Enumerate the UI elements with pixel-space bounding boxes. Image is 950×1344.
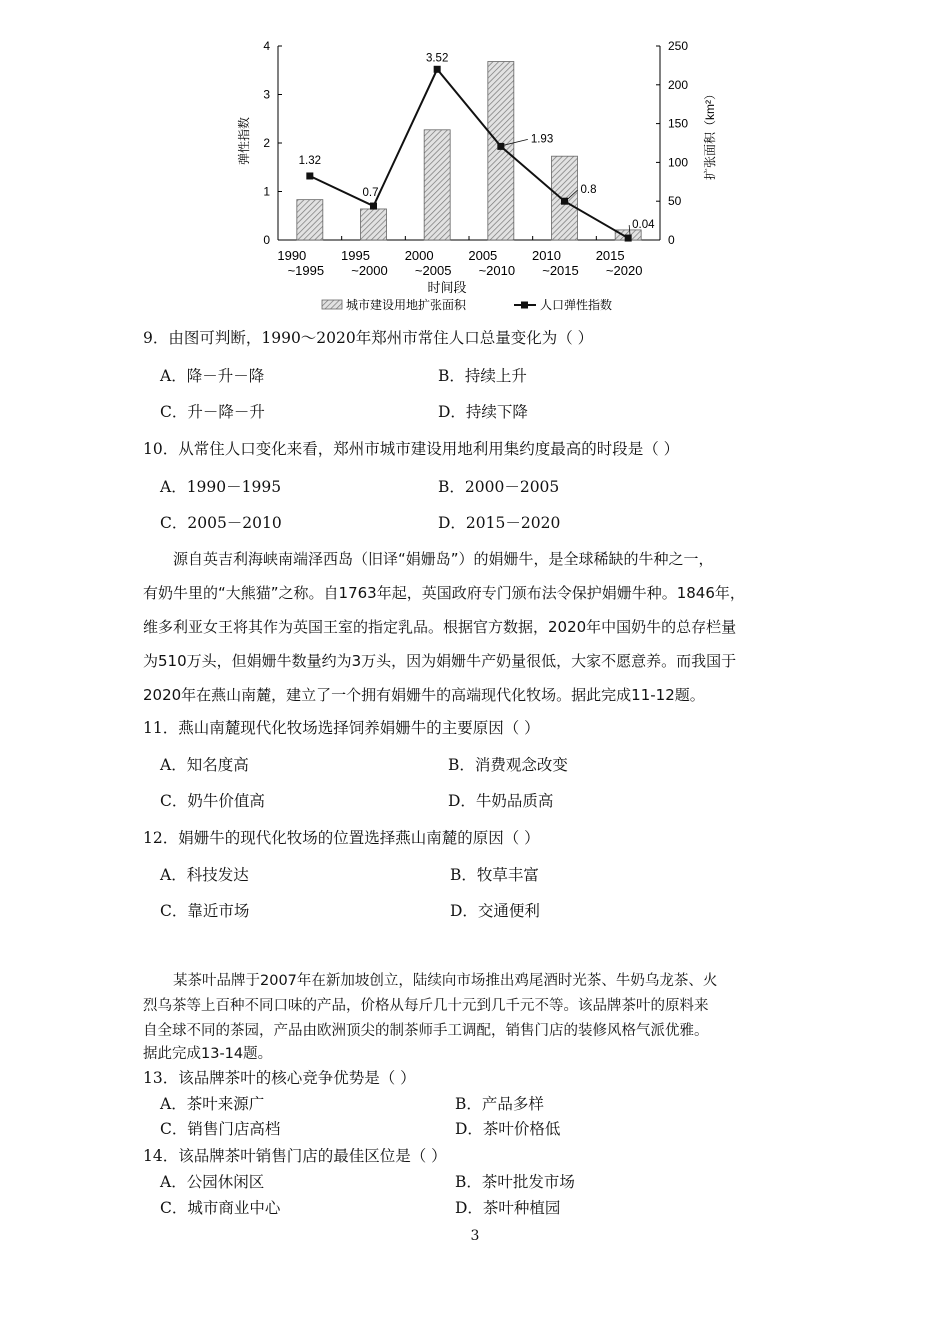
category-label: 2000	[404, 248, 434, 263]
question-10-stem: 10．从常住人口变化来看，郑州市城市建设用地利用集约度最高的时段是（ ）	[143, 440, 680, 458]
category-label: ~2010	[478, 263, 516, 278]
left-tick-label: 0	[263, 233, 270, 247]
q10-option-d[interactable]: D．2015－2020	[438, 514, 561, 532]
left-tick-label: 4	[263, 39, 270, 53]
q9-option-b[interactable]: B．持续上升	[438, 367, 527, 385]
q13-option-c[interactable]: C．销售门店高档	[160, 1120, 281, 1138]
elasticity-point	[370, 203, 377, 210]
elasticity-data-label: 0.8	[580, 184, 597, 197]
passage1-line: 为510万头，但娟姗牛数量约为3万头，因为娟姗牛产奶量很低，大家不愿意养。而我国于	[143, 652, 737, 670]
passage1-line: 有奶牛里的“大熊猫”之称。自1763年起，英国政府专门颁布法令保护娟姗牛种。1846年，	[143, 584, 745, 602]
category-label: 1995	[341, 248, 370, 263]
x-axis-title: 时间段	[427, 280, 467, 295]
q11-option-d[interactable]: D．牛奶品质高	[448, 792, 554, 810]
q10-option-a[interactable]: A．1990－1995	[160, 478, 282, 496]
category-label: ~2015	[542, 263, 579, 278]
elasticity-point	[306, 172, 313, 179]
legend-line-marker	[521, 302, 528, 309]
elasticity-data-label: 1.32	[298, 154, 322, 167]
elasticity-chart	[230, 30, 717, 315]
left-axis-title: 弹性指数	[237, 116, 251, 166]
question-11-stem: 11．燕山南麓现代化牧场选择饲养娟姗牛的主要原因（ ）	[143, 719, 540, 737]
passage2-line: 据此完成13-14题。	[143, 1046, 273, 1062]
q12-option-d[interactable]: D．交通便利	[450, 902, 540, 920]
elasticity-data-label: 1.93	[530, 133, 554, 146]
category-label: ~2000	[351, 263, 388, 278]
q11-option-c[interactable]: C．奶牛价值高	[160, 792, 265, 810]
category-label: 2005	[468, 248, 498, 263]
elasticity-data-label: 3.52	[425, 52, 449, 65]
category-label: 2015	[595, 248, 625, 263]
category-label: ~2005	[414, 263, 452, 278]
legend-bar-swatch	[322, 300, 342, 309]
elasticity-point	[561, 198, 568, 205]
right-axis-title: 扩张面积（km²）	[703, 88, 717, 180]
category-label: 1990	[277, 248, 307, 263]
q9-option-c[interactable]: C．升－降－升	[160, 403, 265, 421]
q13-option-b[interactable]: B．产品多样	[455, 1095, 544, 1113]
q14-option-a[interactable]: A．公园休闲区	[160, 1173, 265, 1191]
expansion-area-bar	[488, 62, 514, 240]
question-13-stem: 13．该品牌茶叶的核心竞争优势是（ ）	[143, 1069, 416, 1087]
elasticity-point	[497, 143, 504, 150]
q12-option-b[interactable]: B．牧草丰富	[450, 866, 539, 884]
question-9-stem: 9．由图可判断，1990～2020年郑州市常住人口总量变化为（ ）	[143, 329, 594, 347]
right-tick-label: 100	[668, 155, 689, 170]
left-tick-label: 3	[263, 87, 270, 102]
right-tick-label: 50	[668, 194, 682, 209]
q12-option-a[interactable]: A．科技发达	[160, 866, 249, 884]
question-14-stem: 14．该品牌茶叶销售门店的最佳区位是（ ）	[143, 1147, 447, 1165]
category-label: ~2020	[605, 263, 643, 278]
q14-option-b[interactable]: B．茶叶批发市场	[455, 1173, 575, 1191]
q14-option-d[interactable]: D．茶叶种植园	[455, 1199, 561, 1217]
q14-option-c[interactable]: C．城市商业中心	[160, 1199, 281, 1217]
elasticity-data-label: 0.7	[362, 187, 379, 200]
q13-option-a[interactable]: A．茶叶来源广	[160, 1095, 265, 1113]
passage2-line: 某茶叶品牌于2007年在新加坡创立，陆续向市场推出鸡尾酒时光茶、牛奶乌龙茶、火	[173, 973, 718, 989]
right-tick-label: 200	[668, 77, 689, 92]
category-label: ~1995	[287, 263, 325, 278]
elasticity-data-label: 0.04	[632, 219, 655, 232]
passage2-line: 自全球不同的茶园，产品由欧洲顶尖的制茶师手工调配，销售门店的装修风格气派优雅。	[143, 1023, 709, 1039]
expansion-area-bar	[361, 209, 387, 240]
passage1-line: 2020年在燕山南麓，建立了一个拥有娟姗牛的高端现代化牧场。据此完成11-12题。	[143, 686, 705, 704]
passage1-line: 源自英吉利海峡南端泽西岛（旧译“娟姗岛”）的娟姗牛，是全球稀缺的牛种之一，	[173, 550, 714, 568]
right-tick-label: 250	[668, 39, 689, 53]
q11-option-a[interactable]: A．知名度高	[160, 756, 249, 774]
page-number: 3	[470, 1228, 480, 1244]
passage2-line: 烈乌茶等上百种不同口味的产品，价格从每斤几十元到几千元不等。该品牌茶叶的原料来	[143, 998, 709, 1014]
right-tick-label: 150	[668, 116, 689, 131]
q12-option-c[interactable]: C．靠近市场	[160, 902, 250, 920]
expansion-area-bar	[424, 130, 450, 240]
passage1-line: 维多利亚女王将其作为英国王室的指定乳品。根据官方数据，2020年中国奶牛的总存栏量	[143, 618, 737, 636]
category-label: 2010	[532, 248, 561, 263]
left-tick-label: 2	[263, 136, 270, 150]
q11-option-b[interactable]: B．消费观念改变	[448, 756, 568, 774]
q9-option-a[interactable]: A．降－升－降	[160, 367, 265, 385]
q10-option-c[interactable]: C．2005－2010	[160, 514, 282, 532]
right-tick-label: 0	[668, 233, 675, 247]
elasticity-line	[310, 69, 628, 238]
left-tick-label: 1	[263, 184, 270, 199]
elasticity-point	[434, 66, 441, 73]
elasticity-point	[625, 235, 632, 242]
expansion-area-bar	[297, 200, 323, 240]
q9-option-d[interactable]: D．持续下降	[438, 403, 528, 421]
q10-option-b[interactable]: B．2000－2005	[438, 478, 560, 496]
legend-line-label: 人口弹性指数	[540, 298, 613, 312]
q13-option-d[interactable]: D．茶叶价格低	[455, 1120, 561, 1138]
question-12-stem: 12．娟姗牛的现代化牧场的位置选择燕山南麓的原因（ ）	[143, 829, 540, 847]
legend-bar-label: 城市建设用地扩张面积	[346, 298, 467, 312]
